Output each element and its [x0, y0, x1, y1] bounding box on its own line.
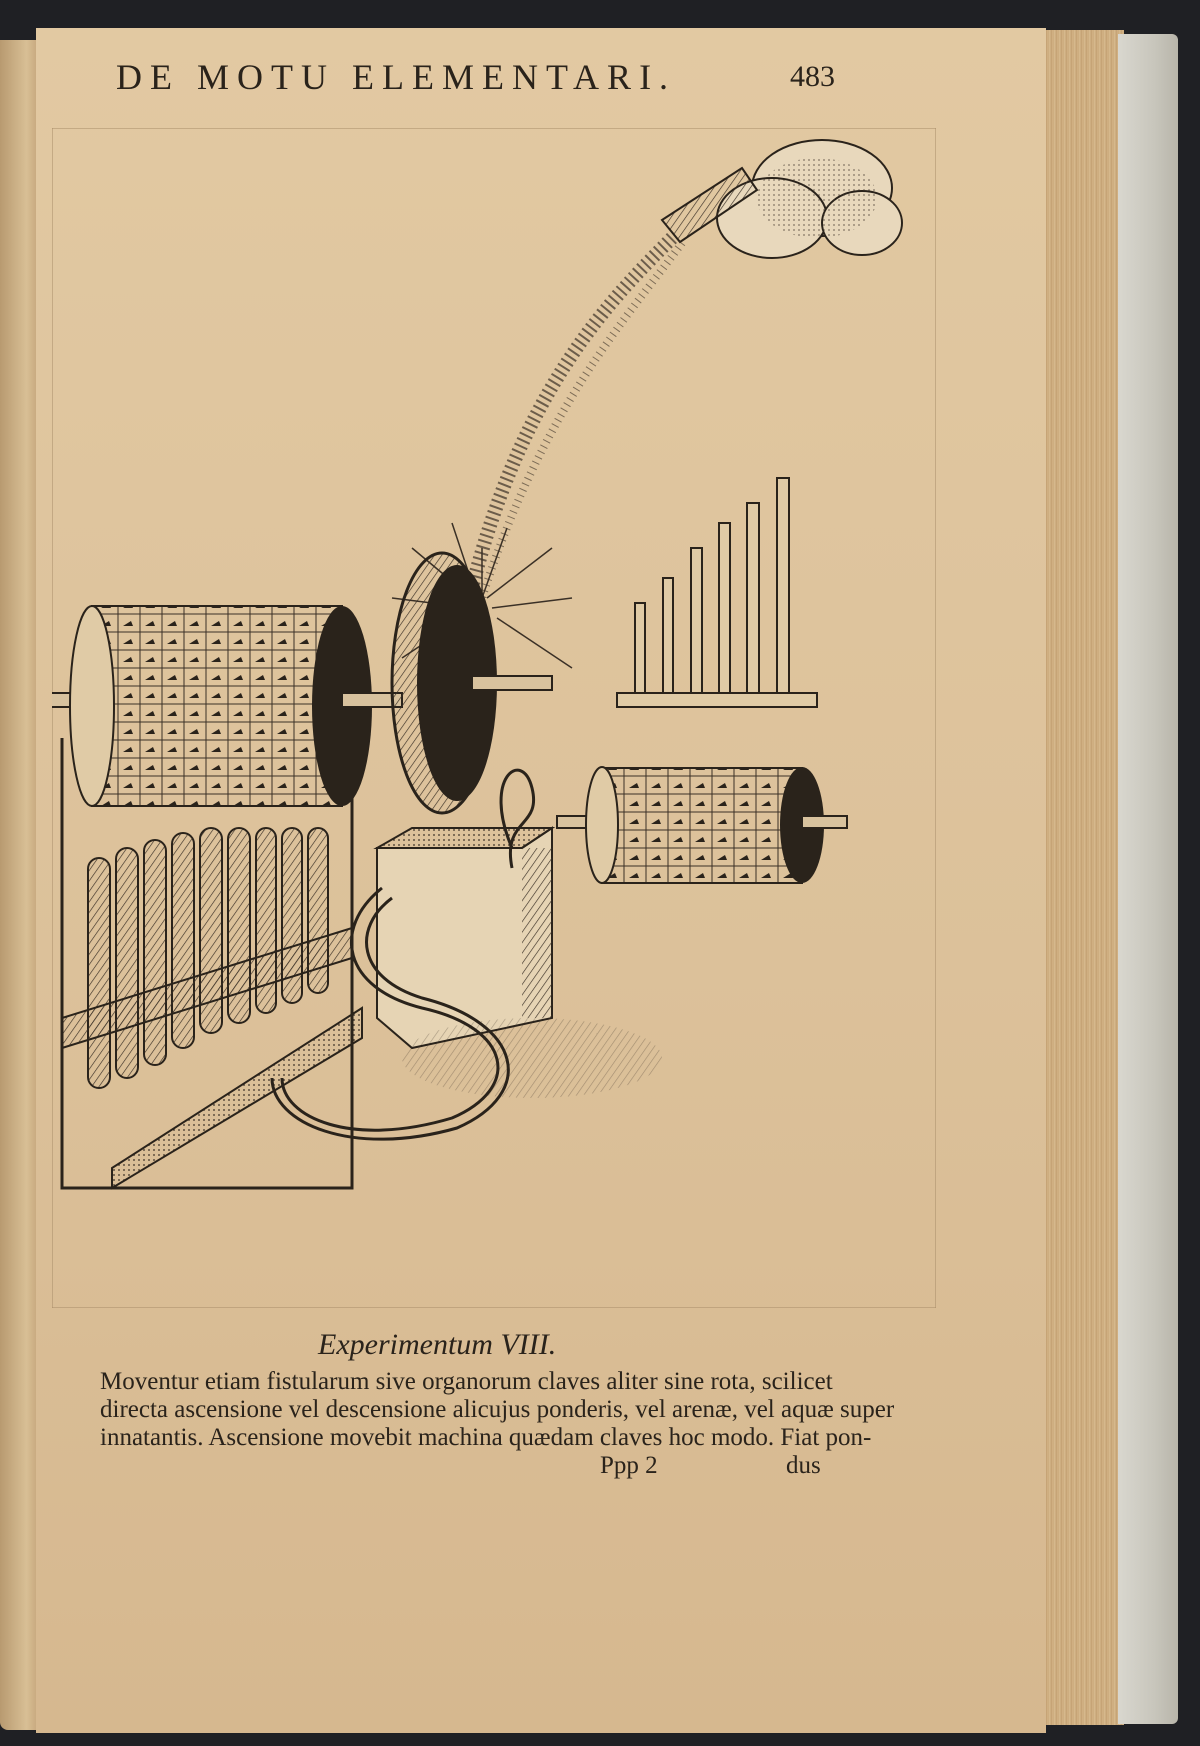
ground-shadow — [402, 1018, 662, 1098]
falling-sand-stream — [472, 238, 682, 598]
large-pinned-cylinder — [52, 606, 402, 806]
signature-mark: Ppp 2 — [600, 1452, 658, 1479]
running-head: DE MOTU ELEMENTARI. — [116, 57, 677, 97]
facing-page-edge — [0, 40, 38, 1730]
water-wheel — [392, 553, 552, 813]
right-organ-pipes — [617, 478, 817, 707]
small-pinned-cylinder — [557, 767, 847, 883]
page-number: 483 — [790, 60, 835, 93]
body-line: directa ascensione vel descensione alicujus ponderis, vel arenæ, vel aquæ super — [100, 1396, 895, 1423]
engraving-plate — [52, 128, 936, 1308]
catchword: dus — [786, 1452, 821, 1479]
page-block-edge — [1038, 30, 1124, 1725]
vellum-cover — [1118, 34, 1178, 1724]
body-line: innatantis. Ascensione movebit machina quædam claves hoc modo. Fiat pon- — [100, 1424, 872, 1451]
plate-caption: Experimentum VIII. — [318, 1328, 557, 1361]
body-paragraph — [100, 1368, 895, 1452]
body-line: Moventur etiam fistularum sive organorum claves aliter sine rota, scilicet — [100, 1368, 833, 1395]
